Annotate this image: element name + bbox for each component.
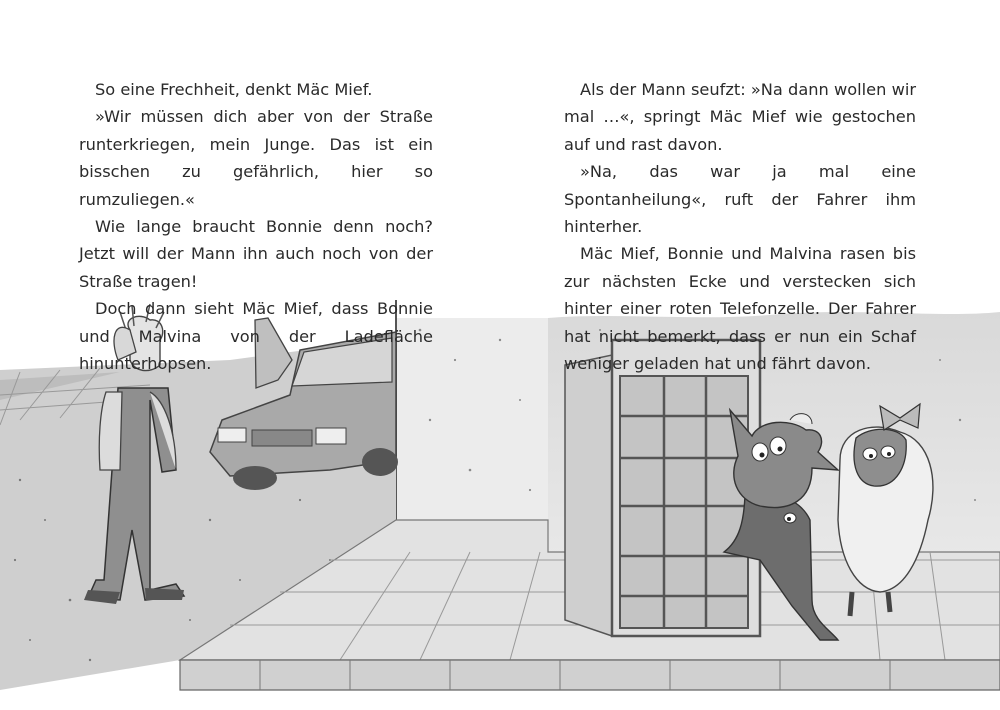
telephone-booth-icon bbox=[565, 340, 760, 636]
left-page-text bbox=[79, 76, 433, 377]
paragraph: Doch dann sieht Mäc Mief, dass Bonnie und Malvina von der Ladefläche hinunterhopsen. bbox=[79, 299, 433, 374]
paragraph: Mäc Mief, Bonnie und Malvina rasen bis zur nächsten Ecke und verstecken sich hinter einer roten Telefonzelle. Der Fahrer hat nicht bemerkt, dass er nun ein Schaf weniger geladen hat und fährt davon. bbox=[564, 244, 916, 374]
paragraph: Wie lange braucht Bonnie denn noch? Jetzt will der Mann ihn auch noch von der Straße tragen! bbox=[79, 217, 433, 291]
paragraph: »Na, das war ja mal eine Spontanheilung«, ruft der Fahrer ihm hinterher. bbox=[564, 162, 916, 237]
paragraph: So eine Frechheit, denkt Mäc Mief. bbox=[95, 80, 373, 99]
right-page-text bbox=[564, 76, 916, 377]
curb bbox=[180, 660, 1000, 690]
paragraph: »Wir müssen dich aber von der Straße runterkriegen, mein Junge. Das ist ein bisschen zu gefährlich, hier so rumzuliegen.« bbox=[79, 107, 433, 209]
paragraph: Als der Mann seufzt: »Na dann wollen wir mal …«, springt Mäc Mief wie gestochen auf und rast davon. bbox=[564, 80, 916, 154]
